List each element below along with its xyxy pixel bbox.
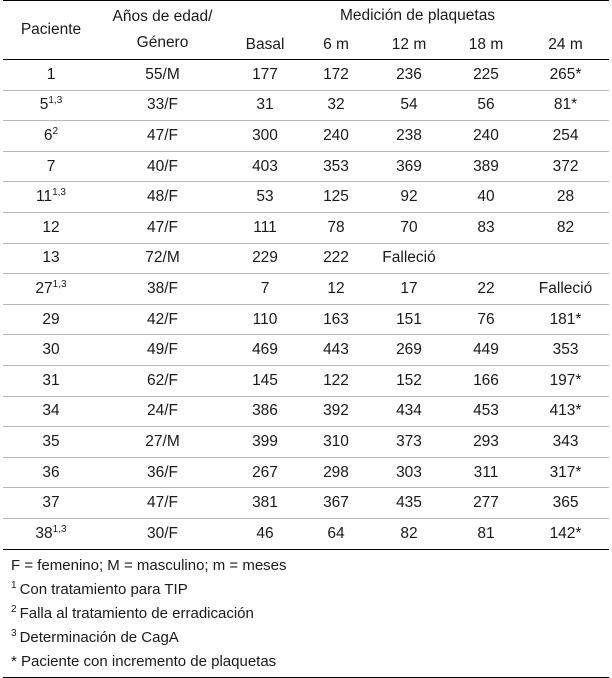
- cell-basal: 386: [252, 402, 278, 420]
- cell-m24: 81*: [553, 96, 578, 114]
- header-paciente: Paciente: [20, 21, 82, 38]
- cell-paciente: [3, 488, 99, 519]
- cell-m6: 122: [323, 371, 349, 389]
- footnote-text: Determinación de CagA: [19, 628, 179, 646]
- paciente-id: 7: [46, 157, 56, 175]
- cell-m18: 56: [477, 96, 495, 114]
- paciente-id: 38: [35, 524, 53, 542]
- cell-edad: 36/F: [146, 463, 178, 481]
- table-row: [3, 488, 609, 519]
- table-row: [3, 365, 609, 396]
- cell-m24: 28: [556, 188, 575, 206]
- cell-edad: 33/F: [146, 96, 178, 114]
- table-row: [3, 121, 609, 152]
- platelet-table: [3, 0, 609, 550]
- footnote-mark: 2: [11, 603, 17, 615]
- cell-m18: 293: [473, 432, 499, 450]
- cell-m24: [522, 243, 609, 274]
- cell-edad: 30/F: [146, 524, 178, 542]
- footnote-line: [11, 578, 609, 602]
- cell-basal: 403: [252, 157, 278, 175]
- cell-basal: 31: [256, 96, 274, 114]
- paciente-id: 30: [42, 341, 60, 359]
- cell-m18: 40: [477, 188, 495, 206]
- footnote-text: * Paciente con incremento de plaquetas: [11, 652, 277, 670]
- table-header: [3, 1, 609, 60]
- table-row: [3, 90, 609, 121]
- cell-paciente: [3, 518, 99, 549]
- cell-edad: 72/M: [145, 249, 180, 267]
- cell-m12: 236: [396, 65, 422, 83]
- cell-m6: 32: [327, 96, 345, 114]
- cell-m24: 317*: [549, 463, 582, 481]
- cell-edad: 62/F: [146, 371, 178, 389]
- cell-paciente: [3, 212, 99, 243]
- cell-m12: 269: [396, 341, 422, 359]
- cell-m6: 64: [327, 524, 345, 542]
- cell-m12: 54: [400, 96, 418, 114]
- paciente-id: 35: [42, 432, 60, 450]
- cell-m24: 265*: [549, 65, 582, 83]
- cell-paciente: [3, 396, 99, 427]
- table-row: [3, 304, 609, 335]
- cell-paciente: [3, 182, 99, 213]
- cell-m6: 367: [323, 494, 349, 512]
- header-edad-line2: Género: [136, 34, 189, 51]
- cell-basal: 229: [252, 249, 278, 267]
- paciente-footnote-mark: 2: [52, 125, 59, 137]
- cell-m24: 372: [552, 157, 579, 175]
- paciente-footnote-mark: 1,3: [52, 278, 67, 290]
- cell-m24: 365: [552, 494, 579, 512]
- cell-edad: 40/F: [146, 157, 178, 175]
- cell-m6: 310: [323, 432, 349, 450]
- cell-basal: 469: [252, 341, 278, 359]
- footnote-line: [11, 602, 609, 626]
- table-row: [3, 274, 609, 305]
- cell-m12: 303: [396, 463, 422, 481]
- footnotes: [3, 550, 609, 674]
- cell-m6: 125: [323, 188, 349, 206]
- cell-edad: 47/F: [146, 126, 178, 144]
- cell-m12: 238: [396, 126, 422, 144]
- table-row: [3, 457, 609, 488]
- cell-paciente: [3, 90, 99, 121]
- header-12m: 12 m: [391, 35, 427, 53]
- cell-m6: 172: [323, 65, 349, 83]
- cell-paciente: [3, 274, 99, 305]
- cell-basal: 381: [252, 494, 278, 512]
- cell-basal: 53: [256, 188, 274, 206]
- paciente-id: 1: [46, 65, 56, 83]
- cell-m12: 369: [396, 157, 422, 175]
- cell-basal: 110: [252, 310, 278, 328]
- cell-basal: 300: [252, 126, 278, 144]
- cell-paciente: [3, 427, 99, 458]
- paciente-id: 27: [35, 279, 53, 297]
- cell-m6: 392: [323, 402, 349, 420]
- cell-m18: 449: [473, 341, 499, 359]
- header-edad-genero: [99, 1, 226, 60]
- cell-m24: 254: [552, 126, 579, 144]
- cell-m18: 240: [473, 126, 499, 144]
- footnote-mark: 3: [11, 627, 17, 639]
- cell-m12: 152: [396, 371, 422, 389]
- cell-basal: 267: [252, 463, 278, 481]
- cell-edad: 49/F: [146, 341, 178, 359]
- cell-basal: 7: [260, 279, 270, 297]
- paciente-id: 37: [42, 494, 60, 512]
- paciente-id: 34: [42, 402, 60, 420]
- table-row: [3, 335, 609, 366]
- cell-basal: 145: [252, 371, 278, 389]
- cell-m24: 142*: [549, 524, 582, 542]
- bottom-rule: [3, 677, 609, 678]
- cell-m18: 166: [473, 371, 499, 389]
- cell-paciente: [3, 304, 99, 335]
- cell-paciente: [3, 335, 99, 366]
- cell-edad: 47/F: [146, 494, 178, 512]
- cell-m18: 81: [477, 524, 495, 542]
- cell-m6: 298: [323, 463, 349, 481]
- footnote-line: [11, 626, 609, 650]
- cell-edad: 24/F: [146, 402, 178, 420]
- cell-m18: 277: [473, 494, 499, 512]
- paciente-id: 6: [43, 126, 53, 144]
- table-row: [3, 212, 609, 243]
- paciente-id: 31: [42, 371, 60, 389]
- cell-basal: 46: [256, 524, 274, 542]
- table-row: [3, 151, 609, 182]
- cell-paciente: [3, 121, 99, 152]
- cell-m12: 151: [396, 310, 422, 328]
- table-body: [3, 60, 609, 550]
- header-medicion: Medición de plaquetas: [339, 6, 496, 24]
- cell-m6: 12: [327, 279, 345, 297]
- cell-m24: 181*: [549, 310, 582, 328]
- cell-m18: 83: [477, 218, 495, 236]
- cell-m6: 78: [327, 218, 345, 236]
- paciente-footnote-mark: 1,3: [52, 187, 66, 199]
- cell-m18: 453: [473, 402, 499, 420]
- cell-m12: 434: [396, 402, 422, 420]
- cell-m12: 17: [400, 279, 418, 297]
- cell-m12: 435: [396, 494, 422, 512]
- footnote-text: Con tratamiento para TIP: [19, 580, 188, 598]
- cell-paciente: [3, 243, 99, 274]
- footnote-text: F = femenino; M = masculino; m = meses: [11, 556, 287, 574]
- cell-m18: [450, 243, 522, 274]
- cell-m18: 311: [473, 463, 499, 481]
- cell-m6: 443: [323, 341, 349, 359]
- table-row: [3, 518, 609, 549]
- footnote-mark: 1: [11, 579, 17, 591]
- cell-edad: 27/M: [145, 432, 180, 450]
- cell-m6: 240: [323, 126, 349, 144]
- cell-m12: Falleció: [382, 249, 436, 267]
- cell-paciente: [3, 457, 99, 488]
- cell-edad: 55/M: [145, 65, 180, 83]
- cell-m6: 353: [323, 157, 349, 175]
- cell-paciente: [3, 60, 99, 91]
- header-edad-line1: Años de edad/: [112, 8, 213, 25]
- cell-m12: 82: [400, 524, 418, 542]
- cell-paciente: [3, 151, 99, 182]
- cell-m12: 92: [400, 188, 418, 206]
- header-24m: 24 m: [548, 35, 583, 53]
- cell-m24: 353: [552, 341, 579, 359]
- cell-m18: 389: [473, 157, 499, 175]
- cell-basal: 399: [252, 432, 278, 450]
- cell-m24: 197*: [549, 371, 582, 389]
- table-row: [3, 396, 609, 427]
- paciente-footnote-mark: 1,3: [48, 95, 63, 107]
- cell-basal: 111: [253, 218, 277, 236]
- paciente-id: 5: [39, 96, 49, 114]
- cell-m18: 76: [477, 310, 495, 328]
- header-basal: Basal: [245, 35, 285, 53]
- header-6m: 6 m: [323, 35, 349, 53]
- header-18m: 18 m: [468, 35, 504, 53]
- cell-m24: 413*: [549, 402, 582, 420]
- paciente-id: 12: [42, 218, 60, 236]
- cell-m18: 22: [477, 279, 495, 297]
- cell-m24: Falleció: [538, 279, 593, 297]
- paciente-id: 11: [36, 188, 53, 206]
- cell-m12: 70: [400, 218, 418, 236]
- table-row: [3, 182, 609, 213]
- paciente-id: 13: [42, 249, 60, 267]
- cell-m6: 163: [323, 310, 349, 328]
- platelet-table-figure: [3, 0, 609, 678]
- cell-m6: 222: [323, 249, 349, 267]
- cell-edad: 48/F: [146, 188, 178, 206]
- cell-m18: 225: [473, 65, 499, 83]
- paciente-footnote-mark: 1,3: [52, 523, 67, 535]
- cell-edad: 38/F: [146, 279, 178, 297]
- table-row: [3, 427, 609, 458]
- cell-paciente: [3, 365, 99, 396]
- cell-edad: 42/F: [146, 310, 178, 328]
- paciente-id: 29: [42, 310, 60, 328]
- footnote-text: Falla al tratamiento de erradicación: [19, 604, 254, 622]
- cell-m24: 82: [556, 218, 575, 236]
- footnote-line: [11, 554, 609, 578]
- cell-m24: 343: [552, 432, 579, 450]
- table-row: [3, 60, 609, 91]
- paciente-id: 36: [42, 463, 60, 481]
- table-row: [3, 243, 609, 274]
- cell-basal: 177: [252, 65, 278, 83]
- cell-edad: 47/F: [146, 218, 178, 236]
- cell-m12: 373: [396, 432, 422, 450]
